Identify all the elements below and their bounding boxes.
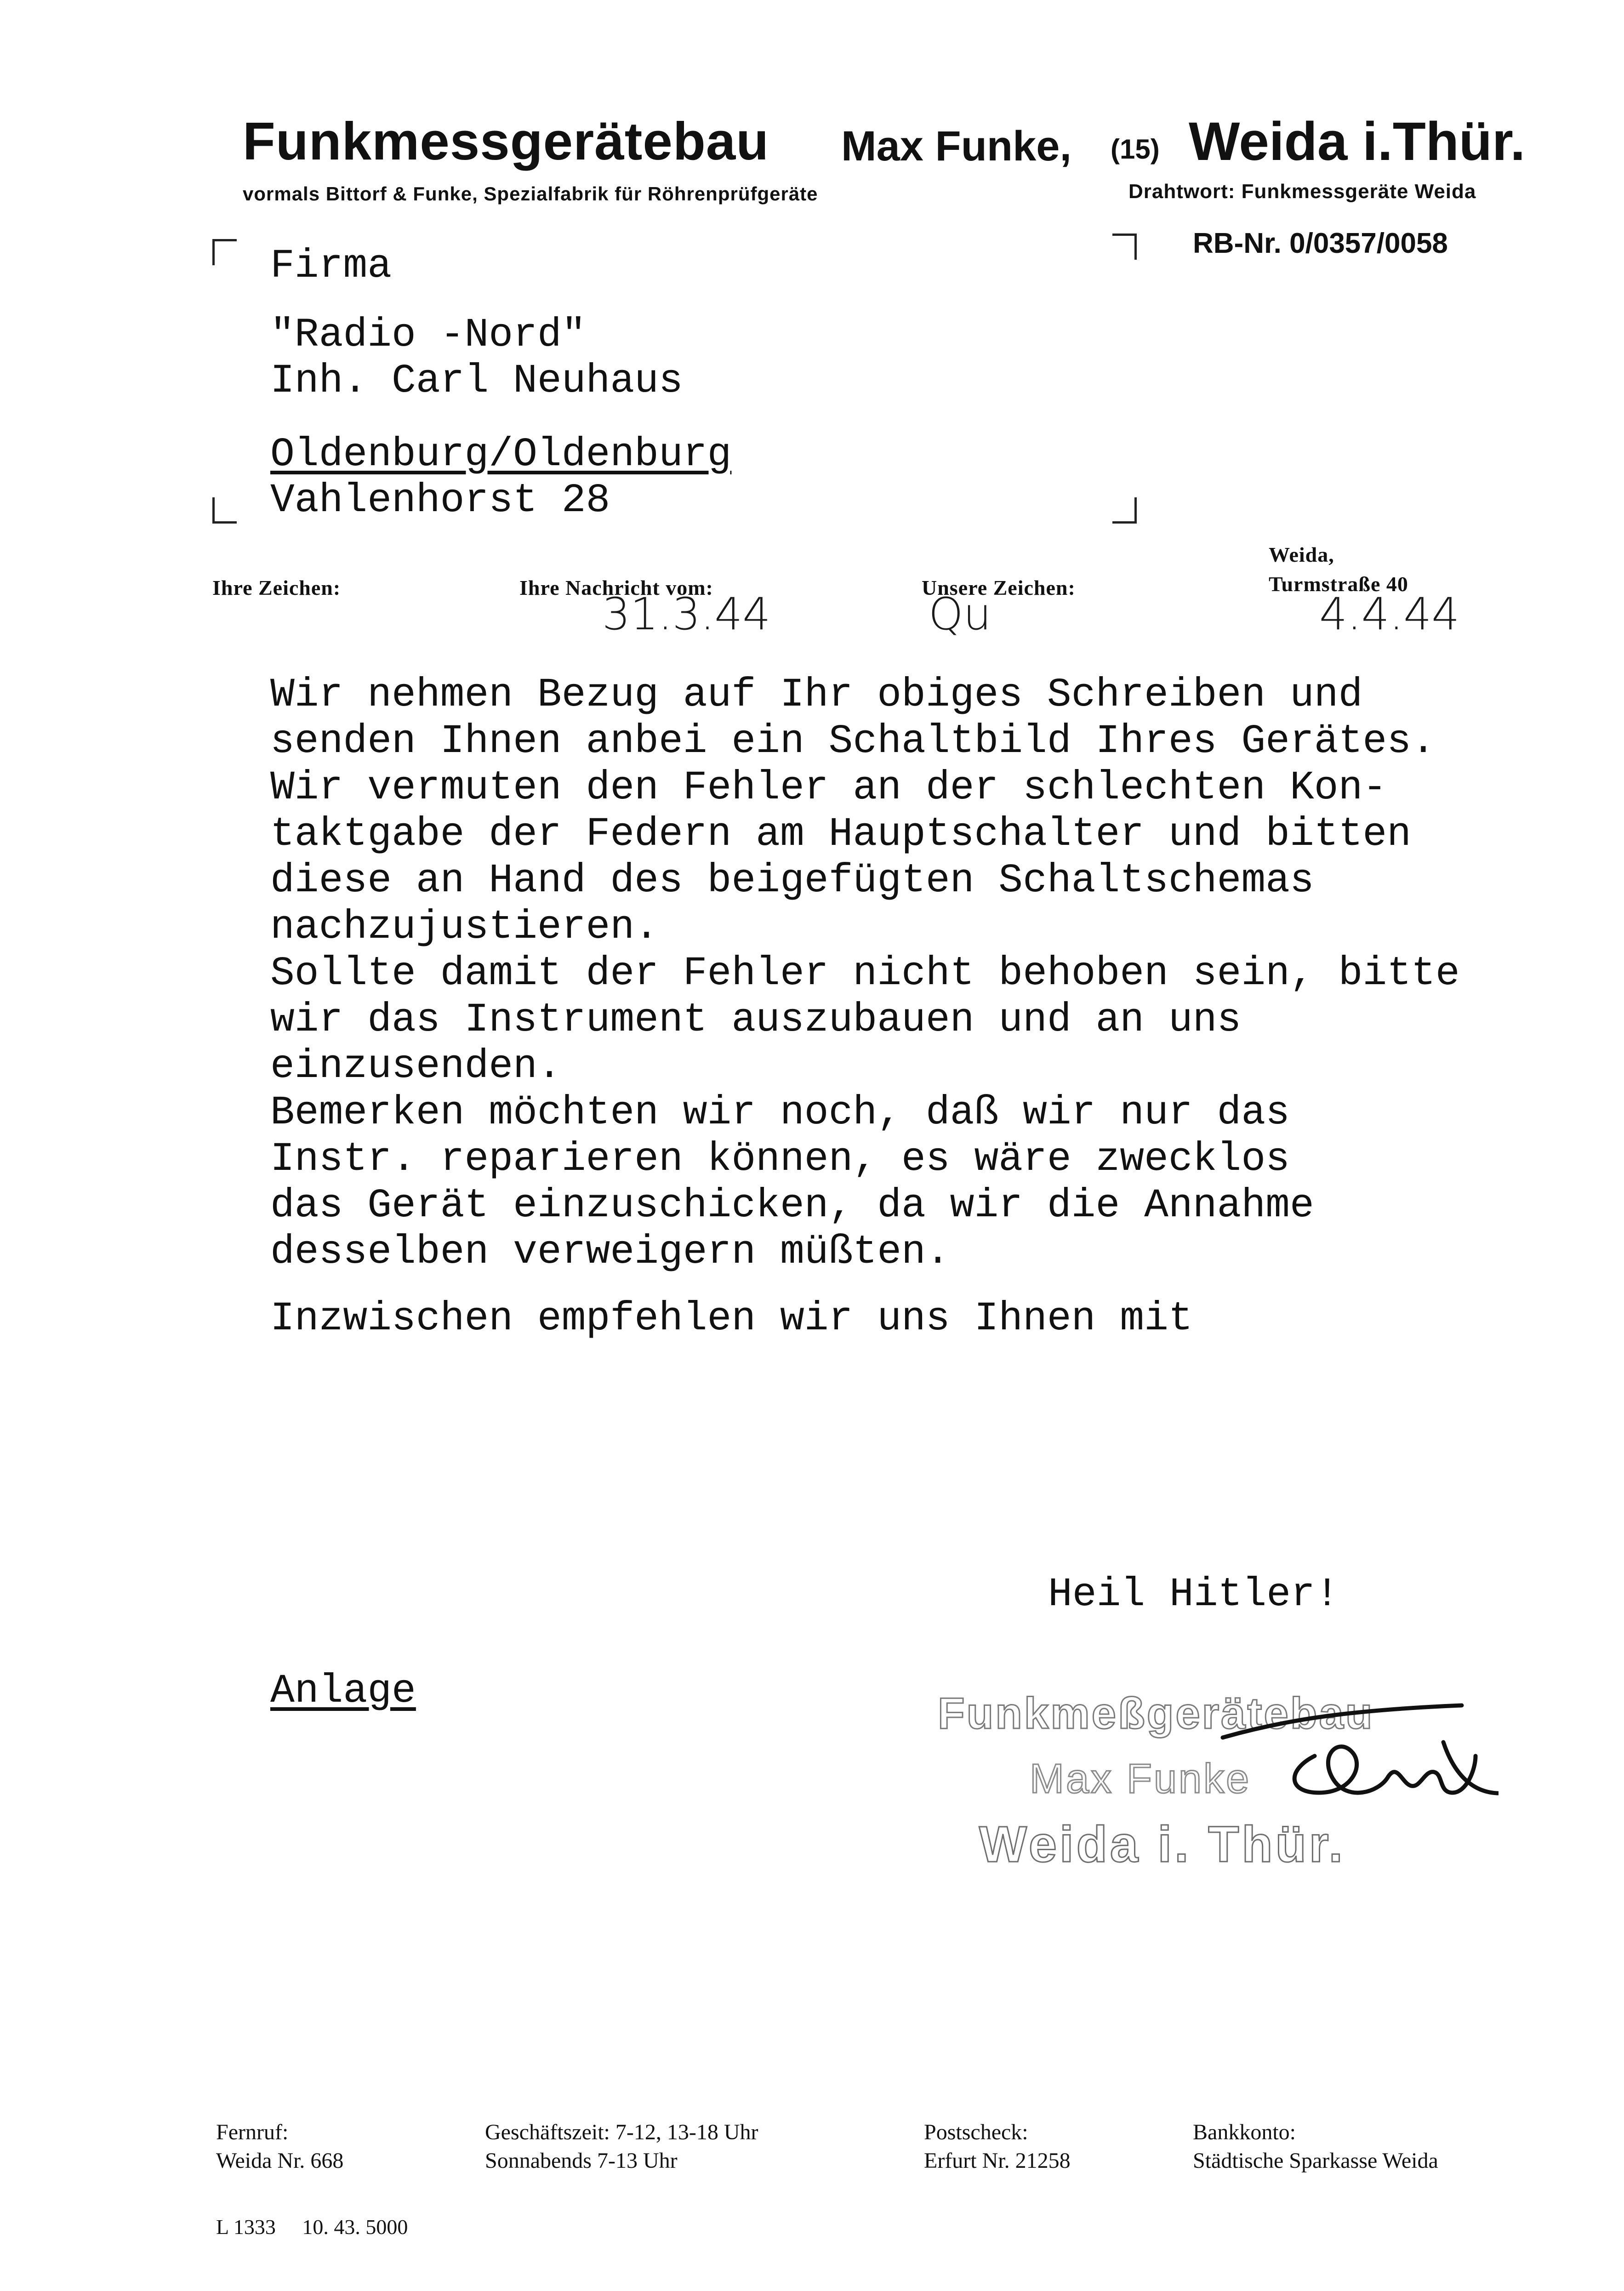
company-owner: Max Funke, [841,123,1072,170]
recipient-street: Vahlenhorst 28 [270,478,610,524]
footer-bank-value: Städtische Sparkasse Weida [1193,2149,1438,2173]
postal-code: (15) [1111,134,1160,165]
body-line: Bemerken möchten wir noch, daß wir nur das [270,1090,1290,1136]
address-corner-bottom-left [212,497,237,524]
body-line: nachzujustieren. [270,905,659,950]
company-name: Funkmessgerätebau [243,111,769,171]
letter-date: 4.4.44 [1319,588,1460,640]
recipient-line: Firma [270,244,392,289]
body-line: einzusenden. [270,1044,562,1089]
stamp-line: Funkmeßgerätebau [938,1689,1374,1738]
footer-postal-check [924,2118,1071,2175]
recipient-line: Inh. Carl Neuhaus [270,359,683,404]
body-line: Sollte damit der Fehler nicht behoben sein, bitte [270,951,1460,997]
address-corner-top-left [212,239,237,265]
address-corner-bottom-right [1112,497,1137,524]
your-message-label: Ihre Nachricht vom: [519,576,713,599]
company-stamp [938,1678,1499,1889]
footer-bank-label: Bankkonto: [1193,2120,1296,2144]
footer-bank [1193,2118,1438,2175]
place-label: Weida, [1269,543,1334,566]
body-line: Wir vermuten den Fehler an der schlechten Kon- [270,765,1387,811]
former-company-name: vormals Bittorf & Funke, Spezialfabrik für Röhrenprüfgeräte [243,183,818,205]
closing-line: Inzwischen empfehlen wir uns Ihnen mit [270,1296,1193,1342]
recipient-line: "Radio -Nord" [270,313,586,358]
footer-postal-check-value: Erfurt Nr. 21258 [924,2149,1071,2173]
your-message-date: 31.3.44 [602,588,771,640]
company-city: Weida i.Thür. [1189,111,1526,172]
recipient-city: Oldenburg/Oldenburg [270,432,732,478]
stamp-line: Weida i. Thür. [979,1816,1346,1873]
footer-business-hours [485,2118,758,2175]
footer-postal-check-label: Postscheck: [924,2120,1028,2144]
footer-phone-value: Weida Nr. 668 [216,2149,344,2173]
body-line: diese an Hand des beigefügten Schaltschemas [270,858,1314,904]
footer-hours-label: Geschäftszeit: 7-12, 13-18 Uhr [485,2120,758,2144]
our-reference-value: Qu [929,588,991,640]
body-line: Wir nehmen Bezug auf Ihr obiges Schreiben und [270,672,1363,718]
rb-number: RB-Nr. 0/0357/0058 [1193,228,1448,259]
print-code: L 1333 10. 43. 5000 [216,2215,408,2239]
address-corner-top-right [1112,234,1137,260]
salutation: Heil Hitler! [1048,1572,1339,1618]
footer-hours-value: Sonnabends 7-13 Uhr [485,2149,678,2173]
your-reference-label: Ihre Zeichen: [212,576,341,599]
body-line: Instr. reparieren können, es wäre zwecklos [270,1137,1290,1182]
our-reference-label: Unsere Zeichen: [922,576,1076,599]
footer-phone [216,2118,343,2175]
stamp-line: Max Funke [1030,1756,1251,1802]
body-line: das Gerät einzuschicken, da wir die Annahme [270,1183,1314,1229]
body-line: taktgabe der Federn am Hauptschalter und bitten [270,812,1412,857]
body-line: desselben verweigern müßten. [270,1230,950,1275]
street-label: Turmstraße 40 [1269,572,1408,596]
body-line: senden Ihnen anbei ein Schaltbild Ihres Gerätes. [270,719,1436,764]
telegram-address: Drahtwort: Funkmessgeräte Weida [1128,180,1476,203]
enclosure-label: Anlage [270,1669,416,1714]
footer-phone-label: Fernruf: [216,2120,289,2144]
body-line: wir das Instrument auszubauen und an uns [270,997,1242,1043]
letter-body [270,672,1460,1276]
